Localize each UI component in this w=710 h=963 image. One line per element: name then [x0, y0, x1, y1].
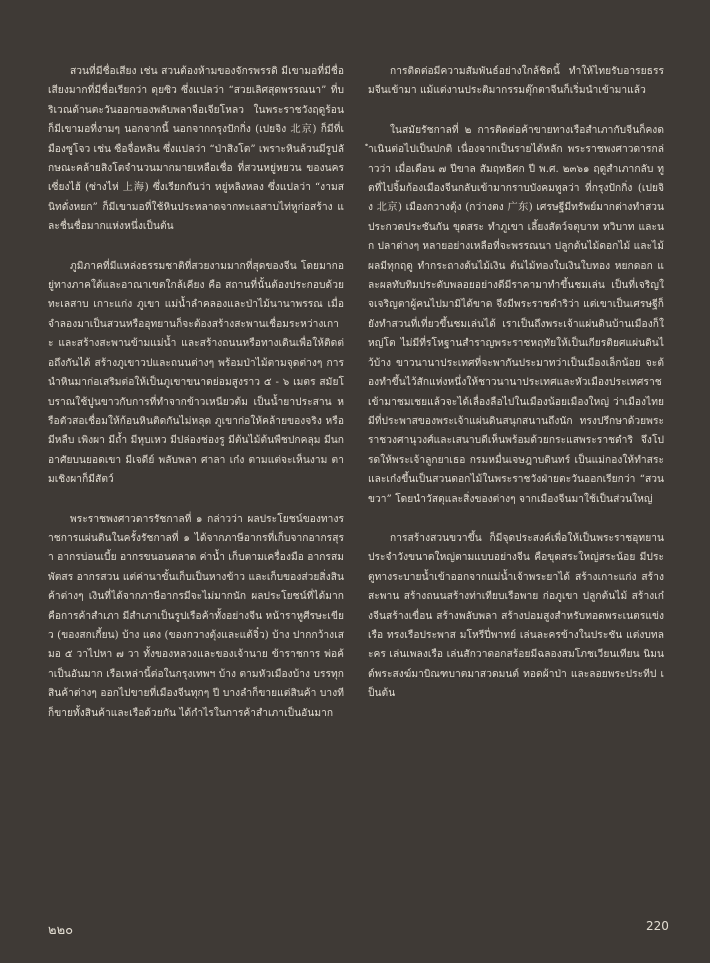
page-number-arabic: 220 — [646, 919, 669, 933]
left-column — [48, 62, 344, 743]
paragraph: การติดต่อมีความสัมพันธ์อย่างใกล้ชิดนี้ ทำให้ไทยรับอารยธรรมจีนเข้ามา แม้แต่งานประติมากรรมตุ๊กตาจีนก็เริ่มนำเข้ามาแล้ว — [368, 66, 664, 97]
paragraph: พระราชพงศาวดารรัชกาลที่ ๑ กล่าวว่า ผลประโยชน์ของทางราชการแผ่นดินในครั้งรัชกาลที่ ๑ ได้จากภาษีอากรที่เก็บจากอากรสุรา อากรบ่อนเบี้ย อากรขนอนตลาด ค่าน้ำ เก็บตามเครื่องมือ อากรสมพัตสร อากรสวน แต่ค่านาขั้นเก็บเป็นหางข้าว และเก็บของส่วยสิ่งสินค้าต่างๆ เงินที่ได้จากภาษีอากรมีจะไม่มากนัก ผลประโยชน์ที่ได้มากคือการค้าสำเภา มีสำเภาเป็นรูปเรือค้าทั้งอย่างจีน หน้าราหูศีรษะเขียว (ของสกเกี้ยน) บ้าง แดง (ของกวางตุ้งและแต้จิ๋ว) บ้าง ปากกว้างเสมอ ๕ วาไปหา ๗ วา ทั้งของหลวงและของเจ้านาย ข้าราชการ พ่อค้าเป็นอันมาก เรือเหล่านี้ต่อในกรุงเทพฯ บ้าง ตามหัวเมืองบ้าง บรรทุกสินค้าต่างๆ ออกไปขายที่เมืองจีนทุกๆ ปี บางลำก็ขายแต่สินค้า บางทีก็ขายทั้งสินค้าและเรือด้วยกัน ได้กำไรในการค้าสำเภาเป็นอันมาก — [48, 513, 344, 719]
paragraph: การสร้างสวนขวาขึ้น ก็มีจุดประสงค์เพื่อให้เป็นพระราชอุทยานประจำวังขนาดใหญ่ตามแบบอย่างจีน คือขุดสระใหญ่สระน้อย มีประตูทางระบายน้ำเข้าออกจากแม่น้ำเจ้าพระยาได้ สร้างเกาะแก่ง สร้างสะพาน สร้างถนนสร้างท่าเทียบเรือพาย ก่อภูเขา ปลูกต้นไม้ สร้างเก๋งจีนสร้างเขื่อน สร้างพลับพลา สร้างปอมสูงสำหรับทอดพระเนตรแข่งเรือ ทรงเรือประพาส มโหรีปี่พาทย์ เล่นละครข้างในประชัน แต่งบทละคร เล่นเพลงเรือ เล่นสักวาดอกสร้อยมีฉลองสมโภชเวียนเทียน นิมนต์พระสงฆ์มาบิณฑบาตมาสวดมนต์ ทอดผ้าป่า และลอยพระประทีป เป็นต้น — [368, 532, 664, 700]
paragraph: ในสมัยรัชกาลที่ ๒ การติดต่อค้าขายทางเรือสำเภากับจีนก็คงดำเนินต่อไปเป็นปกติ เนื่องจากเป็นรายได้หลัก พระราชพงศาวดารกล่าวว่า เมื่อเดือน ๗ ปีขาล สัมฤทธิศก ปี พ.ศ. ๒๓๖๑ ฤดูสำเภากลับ ทูตที่ไปจิ้มก้องเมืองจีนกลับเข้ามากราบบังคมทูลว่า ที่กรุงปักกิ่ง (เปยจิง 北京) เมืองกวางตุ้ง (กว่างตง 广东) เศรษฐีมีทรัพย์มากต่างทำสวนประกวดประชันกัน ขุดสระ ทำภูเขา เลี้ยงสัตว์จตุบาท ทวิบาท และนก ปลาต่างๆ หลายอย่างเหลือที่จะพรรณนา ปลูกต้นไม้ดอกไม้ และไม้ผลมีทุกฤดู ทำกระถางต้นไม้เงิน ต้นไม้ทองใบเงินใบทอง หยกดอก และผลทับทิมประดับพลอยอย่างดีมีราคามาทำขึ้นชมเล่น เป็นที่เจริญใจเจริญตาผู้คนไปมามิได้ขาด จึงมีพระราชดำริว่า แต่เขาเป็นเศรษฐีก็ยังทำสวนที่เที่ยวขึ้นชมเล่นได้ เราเป็นถึงพระเจ้าแผ่นดินบ้านเมืองก็ใหญ่โต ไม่มีที่รโหฐานสำราญพระราชหฤทัยให้เป็นเกียรติยศแผ่นดินไว้บ้าง ขาวนานาประเทศที่จะพากันประมาทว่าเป็นเมืองเล็กน้อย จะต้องทำขึ้นไว้สักแห่งหนึ่งให้ชาวนานาประเทศและหัวเมืองประเทศราชเข้ามาชมเชยแล้วจะได้เลื่องลือไปในเมืองน้อยเมืองใหญ่ ว่าเมืองไทยมีที่ประพาสของพระเจ้าแผ่นดินสนุกสนานถึงนัก ทรงปรึกษาด้วยพระราชวงศานุวงศ์และเสนาบดีเห็นพร้อมด้วยกระแสพระราชดำริ จึงโปรดให้พระเจ้าลูกยาเธอ กรมหมื่นเจษฎาบดินทร์ เป็นแม่กองให้ทำสระและเก๋งขึ้นเป็นสวนดอกไม้ในพระราชวังฝ่ายตะวันออกเรียกว่า “สวนขวา” โดยนำวัสดุและสิ่งของต่างๆ จากเมืองจีนมาใช้เป็นส่วนใหญ่ — [368, 124, 664, 505]
paragraph: สวนที่มีชื่อเสียง เช่น สวนต้องห้ามของจักรพรรดิ มีเขามอที่มีชื่อเสียงมากที่มีชื่อเรียกว่า ดุยซิว ซึ่งแปลว่า “สวยเลิศสุดพรรณนา” ที่บริเวณด้านตะวันออกของพลับพลาจือเจียโหลว ในพระราชวังฤดูร้อนก็มีเขามอที่งามๆ นอกจากนี้ นอกจากกรุงปักกิ่ง (เปยจิง 北京) ก็มีที่เมืองซูโจว เช่น ซือจื่อหลิน ซึ่งแปลว่า “ป่าสิงโต” เพราะหินล้วนมีรูปลักษณะคล้ายสิงโตจำนวนมากมายเหลือเชื่อ ที่สวนหยู่หยวน ของนครเซี่ยงไฮ้ (ซ่างไห่ 上海) ซึ่งเรียกกันว่า หยู่หลิงหลง ซึ่งแปลว่า “งามสนิทดั่งหยก” ก็มีเขามอที่ใช้หินประหลาดจากทะเลสาบไท่หูก่อสร้าง และชื่นชื่อมากแห่งหนึ่งเป็นต้น — [48, 66, 344, 233]
right-column — [368, 62, 664, 724]
paragraph: ภูมิภาคที่มีแหล่งธรรมชาติที่สวยงามมากที่สุดของจีน โดยมากอยู่ทางภาคใต้และอาณาเขตใกล้เคียง คือ สถานที่นั้นต้องประกอบด้วย ทะเลสาบ เกาะแก่ง ภูเขา แม่น้ำลำคลองและป่าไม้นานาพรรณ เมื่อจำลองมาเป็นสวนหรืออุทยานก็จะต้องสร้างสะพานเชื่อมระหว่างเกาะ และสร้างสะพานข้ามแม่น้ำ และสร้างถนนหรือทางเดินเพื่อให้ติดต่อถึงกันได้ สร้างภูเขาวปและถนนต่างๆ พร้อมป่าไม้ตามจุดต่างๆ การนำหินมาก่อเสริมต่อให้เป็นภูเขาขนาดย่อมสูงราว ๕ - ๖ เมตร สมัยโบราณใช้ปูนขาวกับการที่ทำจากข้าวเหนียวต้ม เป็นน้ำยาประสาน หรือตัวสอเชื่อมให้ก้อนหินติดกันไม่หลุด ภูเขาก่อให้คล้ายของจริง หรือมีหลืบ เพิงผา มีถ้ำ มีหุบเหว มีปล่องช่องรู มีต้นไม้ต้นพืชปกคลุม มีนกอาศัยบนยอดเขา มีเจดีย์ พลับพลา ศาลา เก๋ง ตามแต่จะเห็นงาม ตามเชิงผาก็มีสัตว์ — [48, 260, 344, 486]
page-number-thai: ๒๒๐ — [48, 923, 74, 938]
